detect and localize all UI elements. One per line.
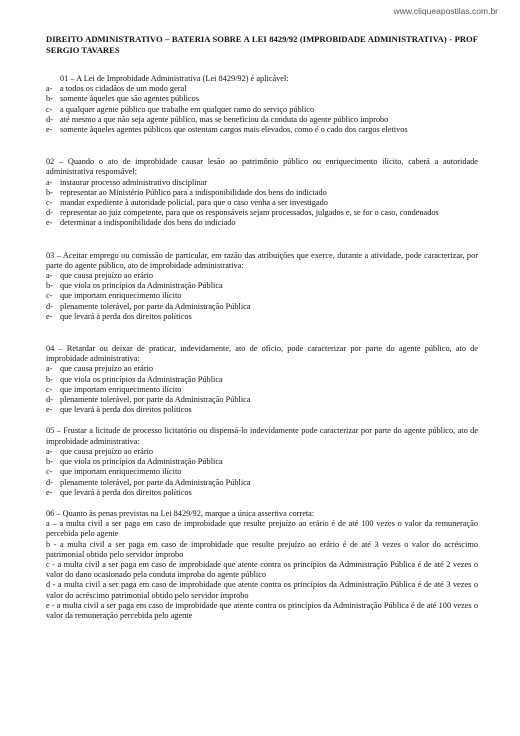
option-text: a qualquer agente público que trabalhe em qualquer ramo do serviço público <box>60 104 315 114</box>
option-c <box>46 467 478 477</box>
option-list <box>46 84 478 135</box>
option-text: até mesmo a que não seja agente público, mas se beneficiou da conduta do agente público ímprobo <box>60 114 389 124</box>
option-list <box>46 178 478 229</box>
option-text: que viola os princípios da Administração Pública <box>60 457 223 467</box>
option-letter: a- <box>46 446 53 456</box>
option-letter: d- <box>46 477 53 487</box>
site-url: www.cliqueapostilas.com.br <box>393 6 498 16</box>
option-letter: b- <box>46 187 53 197</box>
option-text: somente àqueles que são agentes públicos <box>60 94 199 104</box>
option-list <box>46 271 478 322</box>
question-6 <box>46 509 478 621</box>
option-text: que levará à perda dos direitos políticos <box>60 311 192 321</box>
option-b <box>46 457 478 467</box>
option-text: a todos os cidadãos de um modo geral <box>60 84 187 94</box>
option-a <box>46 447 478 457</box>
option-b <box>46 281 478 291</box>
question-stem: 04 – Retardar ou deixar de praticar, indevidamente, ato de ofício, pode caracterizar por parte do agente público, ato de improbidade administrativa: <box>46 344 478 364</box>
option-d <box>46 302 478 312</box>
question-2 <box>46 157 478 228</box>
option-b <box>46 94 478 104</box>
option-text: que viola os princípios da Administração Pública <box>60 281 223 291</box>
option-e <box>46 312 478 322</box>
option-text: que importam enriquecimento ilícito <box>60 384 182 394</box>
option-letter: d- <box>46 395 53 405</box>
option-letter: b- <box>46 374 53 384</box>
option-letter: e- <box>46 487 53 497</box>
option-letter: c- <box>46 198 53 208</box>
option-text: instaurar processo administrativo disciplinar <box>60 177 208 187</box>
option-c <box>46 385 478 395</box>
option-letter: e- <box>46 311 53 321</box>
option-letter: a- <box>46 84 53 94</box>
option-d <box>46 208 478 218</box>
option-letter: c- <box>46 384 53 394</box>
document-title: DIREITO ADMINISTRATIVO – BATERIA SOBRE A LEI 8429/92 (IMPROBIDADE ADMINISTRATIVA) - PROF SERGIO TAVARES <box>46 34 478 55</box>
option-text: plenamente tolerável, por parte da Administração Pública <box>60 477 251 487</box>
option-d <box>46 395 478 405</box>
option-b <box>46 188 478 198</box>
option-letter: b- <box>46 94 53 104</box>
option-letter: b- <box>46 281 53 291</box>
option-d <box>46 115 478 125</box>
option-b <box>46 375 478 385</box>
answer-paragraph-a: a – a multa civil a ser paga em caso de improbidade que resulte prejuízo ao erário é de até 100 vezes o valor da remuneração percebida pelo agente <box>46 519 478 539</box>
option-letter: e- <box>46 125 53 135</box>
option-c <box>46 105 478 115</box>
option-text: plenamente tolerável, por parte da Administração Pública <box>60 301 251 311</box>
option-a <box>46 271 478 281</box>
option-letter: e- <box>46 405 53 415</box>
option-text: que causa prejuízo ao erário <box>60 446 154 456</box>
option-letter: c- <box>46 467 53 477</box>
option-letter: e- <box>46 218 53 228</box>
option-text: que causa prejuízo ao erário <box>60 364 154 374</box>
option-e <box>46 405 478 415</box>
option-text: representar ao juiz competente, para que os responsáveis sejam processados, julgados e, se for o caso, condenados <box>60 208 439 218</box>
option-letter: d- <box>46 301 53 311</box>
option-text: que importam enriquecimento ilícito <box>60 291 182 301</box>
option-text: que viola os princípios da Administração Pública <box>60 374 223 384</box>
option-d <box>46 478 478 488</box>
answer-paragraph-c: c - a multa civil a ser paga em caso de improbidade que atente contra os princípios da Administração Pública é de até 2 vezes o valor do dano ocasionado pela conduta ímproba do agente público <box>46 559 478 580</box>
option-text: determinar a indisponibilidade dos bens do indiciado <box>60 218 236 228</box>
option-a <box>46 364 478 374</box>
option-letter: d- <box>46 208 53 218</box>
option-a <box>46 178 478 188</box>
option-a <box>46 84 478 94</box>
option-letter: c- <box>46 104 53 114</box>
question-stem: 02 – Quando o ato de improbidade causar lesão ao patrimônio público ou enriquecimento ilícito, caberá a autoridade administrativa responsável: <box>46 157 478 177</box>
option-text: plenamente tolerável, por parte da Administração Pública <box>60 395 251 405</box>
option-letter: a- <box>46 364 53 374</box>
option-letter: a- <box>46 177 53 187</box>
question-3 <box>46 251 478 322</box>
option-text: que causa prejuízo ao erário <box>60 271 154 281</box>
question-stem: 03 – Aceitar emprego ou comissão de particular, em razão das atribuições que exerce, durante a atividade, pode caracterizar, por parte do agente público, ato de improbidade administrativa: <box>46 250 478 270</box>
question-stem: 06 – Quanto às penas previstas na Lei 8429/92, marque a única assertiva correta: <box>46 508 315 518</box>
question-1 <box>46 74 478 135</box>
option-e <box>46 488 478 498</box>
option-list <box>46 364 478 415</box>
question-stem: 05 – Frustar a licitude de processo licitatório ou dispensá-lo indevidamente pode caracterizar por parte do agente público, ato de improbidade administrativa: <box>46 426 478 446</box>
option-letter: c- <box>46 291 53 301</box>
option-text: representar ao Ministério Público para a indisponibilidade dos bens do indiciado <box>60 187 327 197</box>
option-text: que levará à perda dos direitos políticos <box>60 487 192 497</box>
option-text: que levará à perda dos direitos políticos <box>60 405 192 415</box>
option-c <box>46 291 478 301</box>
answer-paragraph-e: e - a multa civil a ser paga em caso de improbidade que atente contra os princípios da Administração Pública é de até 100 vezes o valor da remuneração percebida pelo agente <box>46 600 478 620</box>
option-letter: a- <box>46 271 53 281</box>
option-text: que importam enriquecimento ilícito <box>60 467 182 477</box>
option-text: mandar expediente à autoridade policial, para que o caso venha a ser investigado <box>60 198 328 208</box>
option-letter: d- <box>46 114 53 124</box>
document-body <box>46 34 478 643</box>
option-e <box>46 218 478 228</box>
option-e <box>46 125 478 135</box>
answer-paragraph-b: b - a multa civil a ser paga em caso de improbidade que resulte prejuízo ao erário é de até 3 vezes o valor do acréscimo patrimonial obtido pelo servidor ímprobo <box>46 539 478 559</box>
question-4 <box>46 344 478 415</box>
option-letter: b- <box>46 457 53 467</box>
option-list <box>46 447 478 498</box>
answer-paragraph-d: d - a multa civil a ser paga em caso de improbidade que atente contra os princípios da Administração Pública é de até 3 vezes o valor do acréscimo patrimonial obtido pelo servidor ímprobo <box>46 580 478 600</box>
question-5 <box>46 426 478 497</box>
question-stem: 01 – A Lei de Improbidade Administrativa (Lei 8429/92) é aplicável: <box>60 74 289 83</box>
option-c <box>46 198 478 208</box>
option-text: somente àqueles agentes públicos que ostentam cargos mais elevados, como é o cado dos cargos eletivos <box>60 125 408 135</box>
